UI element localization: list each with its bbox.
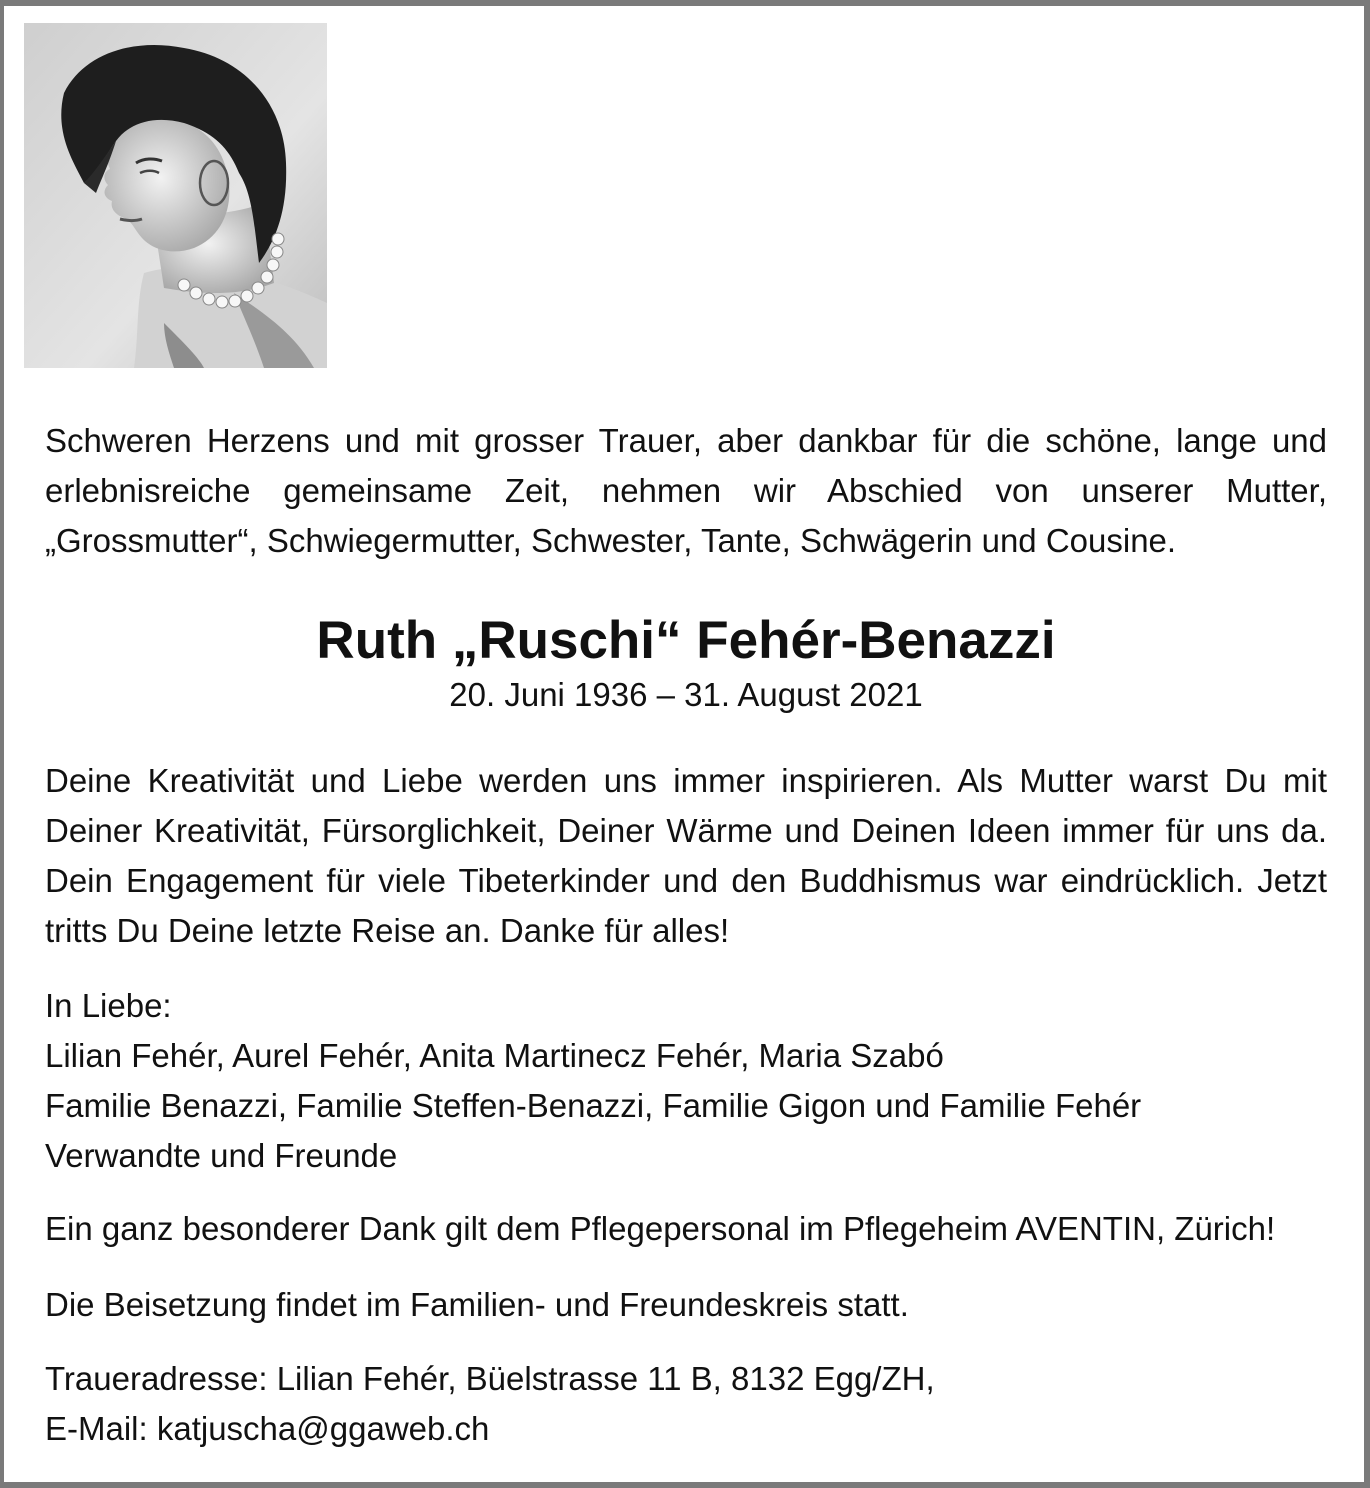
mourning-address bbox=[45, 1354, 1327, 1454]
thanks-paragraph: Ein ganz besonderer Dank gilt dem Pflegepersonal im Pflegeheim AVENTIN, Zürich! bbox=[45, 1210, 1276, 1247]
mourners-line: Lilian Fehér, Aurel Fehér, Anita Martinecz Fehér, Maria Szabó bbox=[45, 1037, 944, 1074]
mourners-heading: In Liebe: bbox=[45, 987, 172, 1024]
burial-paragraph: Die Beisetzung findet im Familien- und Freundeskreis statt. bbox=[45, 1286, 909, 1323]
tribute-paragraph: Deine Kreativität und Liebe werden uns immer inspirieren. Als Mutter warst Du mit Deiner Kreativität, Fürsorglichkeit, Deiner Wärme und Deinen Ideen immer für uns da. Dein Engagement für viele Tibeterkinder und den Buddhismus war eindrücklich. Jetzt tritts Du Deine letzte Reise an. Danke für alles! bbox=[45, 762, 1327, 949]
address-line: Traueradresse: Lilian Fehér, Büelstrasse 11 B, 8132 Egg/ZH, bbox=[45, 1360, 935, 1397]
mourners-block bbox=[45, 981, 1327, 1181]
life-dates: 20. Juni 1936 – 31. August 2021 bbox=[449, 676, 923, 713]
portrait-photo bbox=[24, 23, 327, 368]
deceased-name: Ruth „Ruschi“ Fehér-Benazzi bbox=[316, 611, 1056, 670]
email-line: E-Mail: katjuscha@ggaweb.ch bbox=[45, 1410, 490, 1447]
intro-paragraph: Schweren Herzens und mit grosser Trauer, aber dankbar für die schöne, lange und erlebnisreiche gemeinsame Zeit, nehmen wir Abschied von unserer Mutter, „Grossmutter“, Schwiegermutter, Schwester, Tante, Schwägerin und Cousine. bbox=[45, 422, 1327, 559]
mourners-line: Familie Benazzi, Familie Steffen-Benazzi, Familie Gigon und Familie Fehér bbox=[45, 1087, 1142, 1124]
mourners-line: Verwandte und Freunde bbox=[45, 1137, 398, 1174]
